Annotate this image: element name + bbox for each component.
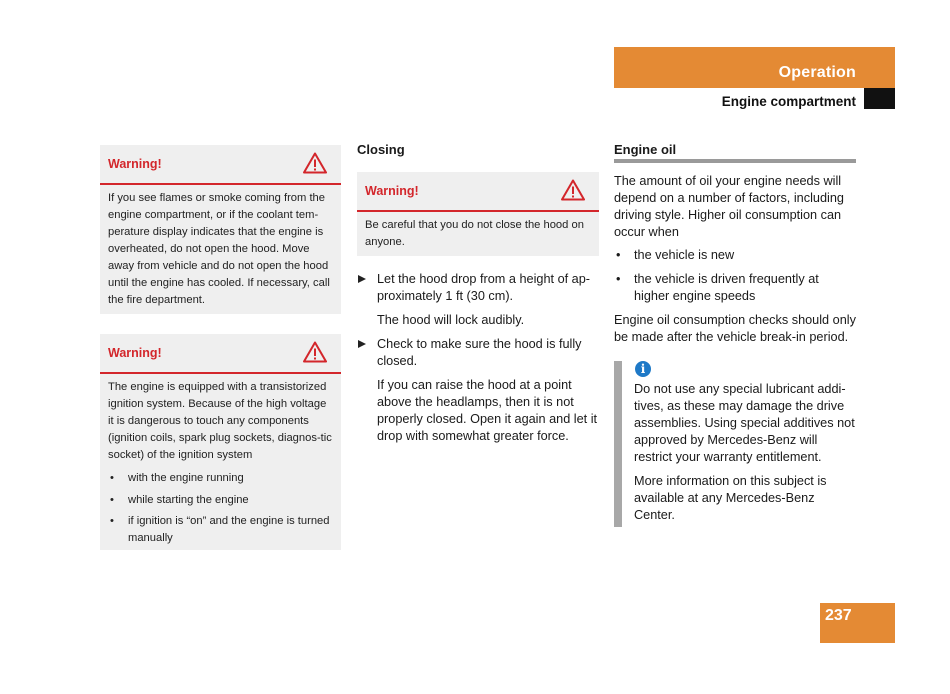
section-banner <box>614 47 895 88</box>
warning-title: Warning! <box>365 184 419 198</box>
warning-box-closing <box>357 172 599 256</box>
warning-triangle-icon <box>561 179 585 206</box>
step-note: The hood will lock audibly. <box>377 313 525 327</box>
step-item <box>357 271 599 305</box>
arrow-right-icon <box>358 275 366 283</box>
list-item: • with the engine running <box>108 470 333 487</box>
engine-oil-note: Engine oil consumption checks should only be made after the vehicle break-in period. <box>614 313 856 344</box>
step-text: Let the hood drop from a height of ap-proximately 1 ft (30 cm). <box>377 272 591 303</box>
info-text <box>634 381 856 531</box>
list-item: • the vehicle is driven frequently at higher engine speeds <box>614 271 856 305</box>
section-title: Operation <box>778 64 856 81</box>
step-item <box>357 336 599 370</box>
list-item: • while starting the engine <box>108 492 333 509</box>
page-number: 237 <box>825 607 852 624</box>
engine-oil-content <box>614 173 856 346</box>
engine-oil-heading: Engine oil <box>614 142 677 157</box>
info-side-bar <box>614 361 622 527</box>
warning-triangle-icon <box>303 152 327 179</box>
warning-header <box>100 334 341 374</box>
list-item: • if ignition is “on” and the engine is turned manually <box>108 513 333 547</box>
warning-bullet-list <box>108 470 333 547</box>
heading-divider <box>614 159 856 163</box>
page-number-box <box>820 603 895 643</box>
info-paragraph: More information on this subject is available at any Mercedes-Benz Center. <box>634 474 827 522</box>
info-icon: i <box>635 361 651 377</box>
warning-triangle-icon <box>303 341 327 368</box>
closing-steps <box>357 271 599 452</box>
info-box <box>614 361 856 527</box>
subsection-title: Engine compartment <box>721 94 856 109</box>
warning-body <box>100 374 341 560</box>
header-marker <box>864 88 895 109</box>
step-note: If you can raise the hood at a point above the headlamps, then it is not properly closed. Open it again and let it drop with somewhat greater force. <box>377 378 598 443</box>
info-paragraph: Do not use any special lubricant addi-tives, as these may damage the drive assemblies. Using special additives not approved by Mercedes-Benz will restrict your warranty entitlement. <box>634 382 855 464</box>
warning-header <box>100 145 341 185</box>
warning-text: Be careful that you do not close the hood on anyone. <box>365 219 584 248</box>
warning-box-flames <box>100 145 341 314</box>
warning-header <box>357 172 599 212</box>
list-item: • the vehicle is new <box>614 247 856 264</box>
warning-title: Warning! <box>108 157 162 171</box>
warning-text: If you see flames or smoke coming from the engine compartment, or if the coolant tem-perature display indicates that the engine is overheated, do not open the hood. Move away from vehicle and do not open the hood until the engine has cooled. If necessary, call the fire department. <box>108 192 330 306</box>
engine-oil-intro: The amount of oil your engine needs will depend on a number of factors, including driving style. Higher oil consumption can occur when <box>614 174 844 239</box>
warning-box-ignition <box>100 334 341 550</box>
engine-oil-bullet-list <box>614 247 856 305</box>
arrow-right-icon <box>358 340 366 348</box>
step-text: Check to make sure the hood is fully closed. <box>377 337 582 368</box>
warning-title: Warning! <box>108 346 162 360</box>
closing-heading: Closing <box>357 142 405 157</box>
warning-text: The engine is equipped with a transistorized ignition system. Because of the high voltage it is dangerous to touch any components (ignition coils, spark plug sockets, diagnos-tic socket) of the ignition system <box>108 381 332 461</box>
